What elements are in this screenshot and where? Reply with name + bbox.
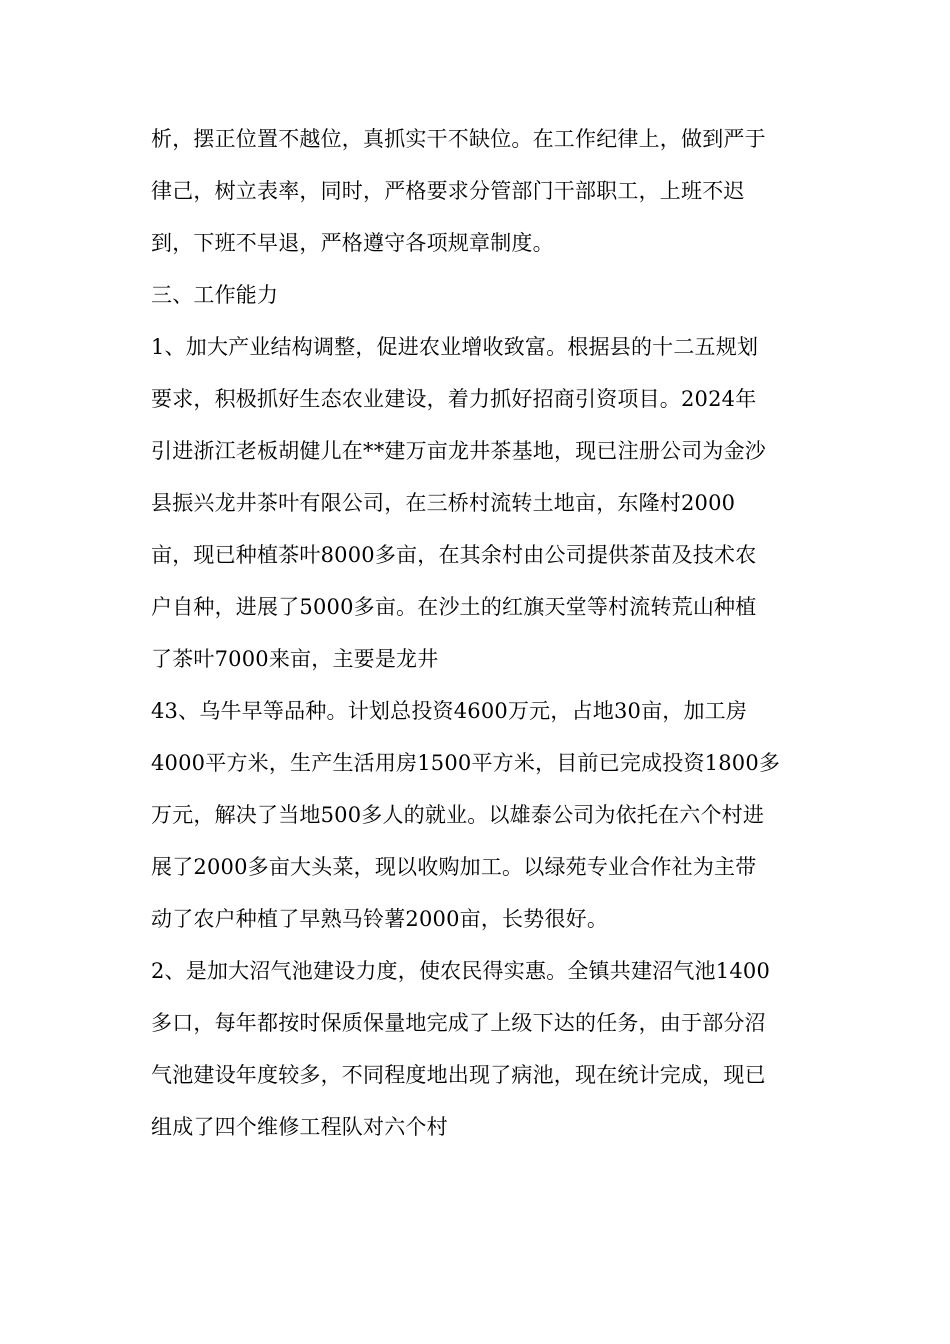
text-line: 万元，解决了当地500多人的就业。以雄泰公司为依托在六个村进 bbox=[151, 803, 765, 827]
section-heading: 三、工作能力 bbox=[151, 283, 279, 307]
text-line: 动了农户种植了早熟马铃薯2000亩，长势很好。 bbox=[151, 907, 609, 931]
text-line: 展了2000多亩大头菜，现以收购加工。以绿苑专业合作社为主带 bbox=[151, 855, 757, 879]
text-line: 析，摆正位置不越位，真抓实干不缺位。在工作纪律上，做到严于 bbox=[151, 127, 766, 151]
text-line: 组成了四个维修工程队对六个村 bbox=[151, 1115, 448, 1139]
text-line: 引进浙江老板胡健儿在**建万亩龙井茶基地，现已注册公司为金沙 bbox=[151, 439, 766, 463]
text-line: 气池建设年度较多，不同程度地出现了病池，现在统计完成，现已 bbox=[151, 1063, 766, 1087]
document-body bbox=[151, 113, 811, 1153]
text-line: 到，下班不早退，严格遵守各项规章制度。 bbox=[151, 231, 554, 255]
text-line: 1、加大产业结构调整，促进农业增收致富。根据县的十二五规划 bbox=[151, 335, 759, 359]
text-line: 2、是加大沼气池建设力度，使农民得实惠。全镇共建沼气池1400 bbox=[151, 959, 771, 983]
text-line: 多口，每年都按时保质保量地完成了上级下达的任务，由于部分沼 bbox=[151, 1011, 766, 1035]
text-line: 4000平方米，生产生活用房1500平方米，目前已完成投资1800多 bbox=[151, 751, 781, 775]
text-line: 要求，积极抓好生态农业建设，着力抓好招商引资项目。2024年 bbox=[151, 387, 757, 411]
text-line: 律己，树立表率，同时，严格要求分管部门干部职工，上班不迟 bbox=[151, 179, 745, 203]
text-line: 户自种，进展了5000多亩。在沙土的红旗天堂等村流转荒山种植 bbox=[151, 595, 757, 619]
text-line: 县振兴龙井茶叶有限公司，在三桥村流转土地亩，东隆村2000 bbox=[151, 491, 736, 515]
text-line: 43、乌牛早等品种。计划总投资4600万元，占地30亩，加工房 bbox=[151, 699, 748, 723]
text-line: 了茶叶7000来亩，主要是龙井 bbox=[151, 647, 439, 671]
text-line: 亩，现已种植茶叶8000多亩，在其余村由公司提供茶苗及技术农 bbox=[151, 543, 757, 567]
